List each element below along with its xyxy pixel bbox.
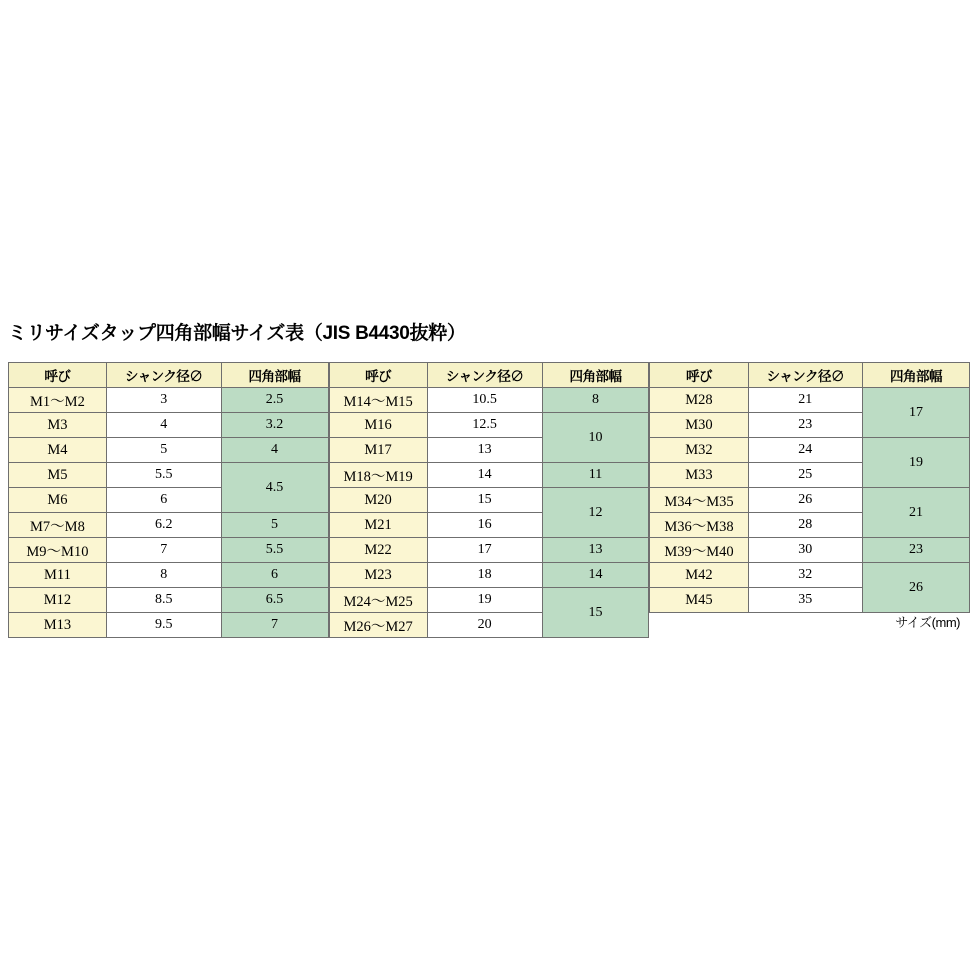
cell-name: M28: [650, 388, 748, 413]
cell-name: M9〜M10: [9, 538, 107, 563]
cell-square: 12: [542, 488, 649, 538]
cell-square: 4: [221, 438, 328, 463]
cell-shank: 28: [748, 513, 863, 538]
empty-cell: [650, 613, 748, 638]
cell-square: 19: [863, 438, 970, 488]
cell-name: M11: [9, 563, 107, 588]
cell-shank: 12.5: [427, 413, 542, 438]
cell-shank: 15: [427, 488, 542, 513]
table-body: [9, 363, 970, 638]
cell-shank: 5: [106, 438, 221, 463]
column-header-shank: シャンク径∅: [106, 363, 221, 388]
cell-shank: 8.5: [106, 588, 221, 613]
cell-shank: 18: [427, 563, 542, 588]
cell-name: M16: [329, 413, 427, 438]
cell-shank: 20: [427, 613, 542, 638]
cell-name: M17: [329, 438, 427, 463]
cell-name: M12: [9, 588, 107, 613]
cell-shank: 32: [748, 563, 863, 588]
cell-name: M24〜M25: [329, 588, 427, 613]
column-header-shank: シャンク径∅: [427, 363, 542, 388]
table-row: [9, 563, 970, 588]
cell-square: 7: [221, 613, 328, 638]
cell-name: M45: [650, 588, 748, 613]
table-row: [9, 488, 970, 513]
cell-square: 6.5: [221, 588, 328, 613]
cell-shank: 4: [106, 413, 221, 438]
unit-note: サイズ(mm): [895, 615, 960, 630]
cell-square: 23: [863, 538, 970, 563]
cell-shank: 5.5: [106, 463, 221, 488]
column-header-name: 呼び: [650, 363, 748, 388]
cell-name: M3: [9, 413, 107, 438]
table-row: [9, 513, 970, 538]
cell-square: 8: [542, 388, 649, 413]
column-header-name: 呼び: [329, 363, 427, 388]
cell-square: 21: [863, 488, 970, 538]
column-header-name: 呼び: [9, 363, 107, 388]
cell-shank: 13: [427, 438, 542, 463]
cell-shank: 9.5: [106, 613, 221, 638]
cell-name: M32: [650, 438, 748, 463]
cell-square: 5: [221, 513, 328, 538]
page-title: ミリサイズタップ四角部幅サイズ表（JIS B4430抜粋）: [8, 323, 466, 344]
cell-name: M5: [9, 463, 107, 488]
cell-shank: 30: [748, 538, 863, 563]
column-header-square: 四角部幅: [221, 363, 328, 388]
table-row: [9, 388, 970, 413]
empty-cell: [748, 613, 863, 638]
cell-shank: 24: [748, 438, 863, 463]
cell-name: M23: [329, 563, 427, 588]
cell-name: M39〜M40: [650, 538, 748, 563]
cell-square: 14: [542, 563, 649, 588]
cell-name: M13: [9, 613, 107, 638]
cell-name: M4: [9, 438, 107, 463]
cell-square: 15: [542, 588, 649, 638]
cell-name: M20: [329, 488, 427, 513]
cell-shank: 14: [427, 463, 542, 488]
cell-square: 4.5: [221, 463, 328, 513]
table-row: [9, 463, 970, 488]
cell-name: M30: [650, 413, 748, 438]
cell-shank: 25: [748, 463, 863, 488]
cell-name: M21: [329, 513, 427, 538]
cell-name: M26〜M27: [329, 613, 427, 638]
cell-square: 26: [863, 563, 970, 613]
cell-shank: 23: [748, 413, 863, 438]
cell-square: 13: [542, 538, 649, 563]
table-row: [9, 538, 970, 563]
cell-name: M6: [9, 488, 107, 513]
cell-shank: 16: [427, 513, 542, 538]
cell-name: M22: [329, 538, 427, 563]
column-header-square: 四角部幅: [863, 363, 970, 388]
cell-name: M1〜M2: [9, 388, 107, 413]
tap-square-size-table: [8, 362, 970, 638]
cell-shank: 17: [427, 538, 542, 563]
table-row: [9, 588, 970, 613]
cell-name: M7〜M8: [9, 513, 107, 538]
cell-shank: 10.5: [427, 388, 542, 413]
cell-shank: 7: [106, 538, 221, 563]
cell-shank: 35: [748, 588, 863, 613]
cell-shank: 26: [748, 488, 863, 513]
table-row: [9, 613, 970, 638]
cell-name: M33: [650, 463, 748, 488]
cell-name: M42: [650, 563, 748, 588]
cell-square: 10: [542, 413, 649, 463]
cell-shank: 6.2: [106, 513, 221, 538]
size-table-container: [8, 362, 970, 638]
cell-square: 17: [863, 388, 970, 438]
cell-name: M36〜M38: [650, 513, 748, 538]
cell-shank: 6: [106, 488, 221, 513]
cell-square: 2.5: [221, 388, 328, 413]
cell-name: M14〜M15: [329, 388, 427, 413]
cell-square: 3.2: [221, 413, 328, 438]
cell-shank: 21: [748, 388, 863, 413]
cell-square: 6: [221, 563, 328, 588]
column-header-shank: シャンク径∅: [748, 363, 863, 388]
table-row: [9, 438, 970, 463]
cell-shank: 8: [106, 563, 221, 588]
cell-name: M34〜M35: [650, 488, 748, 513]
column-header-square: 四角部幅: [542, 363, 649, 388]
cell-square: 11: [542, 463, 649, 488]
cell-shank: 19: [427, 588, 542, 613]
cell-shank: 3: [106, 388, 221, 413]
cell-square: 5.5: [221, 538, 328, 563]
table-header-row: [9, 363, 970, 388]
table-row: [9, 413, 970, 438]
cell-name: M18〜M19: [329, 463, 427, 488]
